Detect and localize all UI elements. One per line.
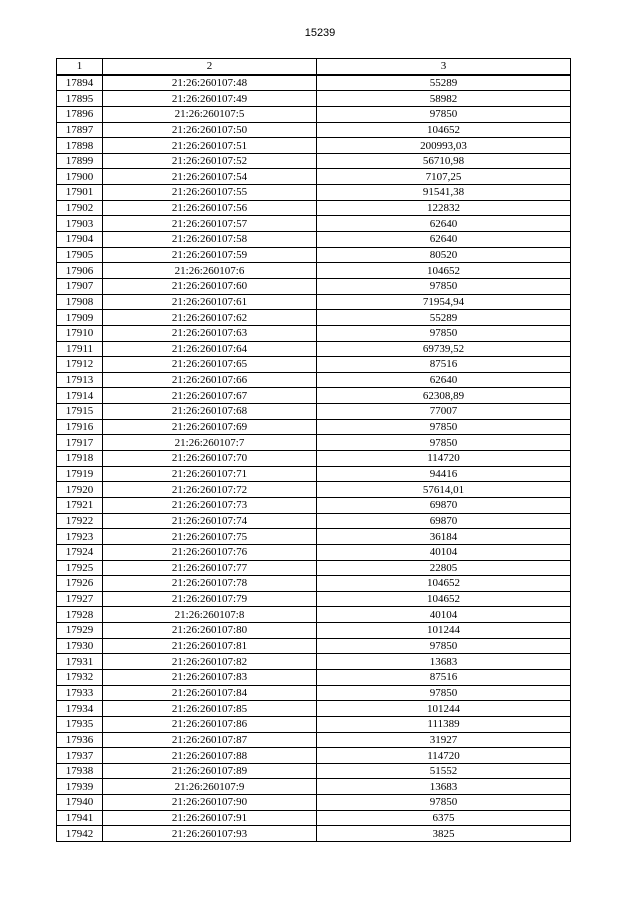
row-number-cell: 17933 [57,685,103,701]
cadastral-value-cell: 97850 [317,106,571,122]
row-number-cell: 17932 [57,669,103,685]
row-number-cell: 17899 [57,153,103,169]
cadastral-value-cell: 104652 [317,576,571,592]
cadastral-value-cell: 87516 [317,357,571,373]
cadastral-number-cell: 21:26:260107:81 [103,638,317,654]
cadastral-number-cell: 21:26:260107:48 [103,75,317,91]
row-number-cell: 17898 [57,138,103,154]
row-number-cell: 17923 [57,529,103,545]
table-row [57,75,571,91]
table-row [57,716,571,732]
cadastral-number-cell: 21:26:260107:84 [103,685,317,701]
row-number-cell: 17938 [57,763,103,779]
row-number-cell: 17897 [57,122,103,138]
cadastral-value-cell: 69870 [317,497,571,513]
cadastral-value-cell: 101244 [317,701,571,717]
cadastral-value-cell: 40104 [317,607,571,623]
cadastral-number-cell: 21:26:260107:83 [103,669,317,685]
row-number-cell: 17925 [57,560,103,576]
table-row [57,591,571,607]
table-row [57,451,571,467]
row-number-cell: 17929 [57,623,103,639]
cadastral-number-cell: 21:26:260107:55 [103,185,317,201]
cadastral-number-cell: 21:26:260107:49 [103,91,317,107]
table-row [57,138,571,154]
cadastral-value-cell: 13683 [317,779,571,795]
row-number-cell: 17928 [57,607,103,623]
cadastral-value-cell: 114720 [317,748,571,764]
cadastral-value-cell: 7107,25 [317,169,571,185]
cadastral-number-cell: 21:26:260107:59 [103,247,317,263]
table-header [57,59,571,75]
row-number-cell: 17937 [57,748,103,764]
cadastral-number-cell: 21:26:260107:76 [103,544,317,560]
row-number-cell: 17916 [57,419,103,435]
cadastral-number-cell: 21:26:260107:9 [103,779,317,795]
column-header-2: 2 [103,59,317,75]
row-number-cell: 17901 [57,185,103,201]
table-row [57,435,571,451]
table-row [57,763,571,779]
cadastral-value-cell: 51552 [317,763,571,779]
cadastral-value-cell: 80520 [317,247,571,263]
row-number-cell: 17939 [57,779,103,795]
cadastral-value-cell: 56710,98 [317,153,571,169]
row-number-cell: 17924 [57,544,103,560]
table-row [57,560,571,576]
table-row [57,122,571,138]
cadastral-number-cell: 21:26:260107:7 [103,435,317,451]
cadastral-number-cell: 21:26:260107:67 [103,388,317,404]
row-number-cell: 17900 [57,169,103,185]
table-row [57,232,571,248]
table-row [57,810,571,826]
table-row [57,106,571,122]
row-number-cell: 17926 [57,576,103,592]
row-number-cell: 17894 [57,75,103,91]
table-row [57,372,571,388]
table-row [57,91,571,107]
row-number-cell: 17927 [57,591,103,607]
cadastral-value-table [56,58,571,842]
cadastral-number-cell: 21:26:260107:77 [103,560,317,576]
table-row [57,607,571,623]
cadastral-value-cell: 77007 [317,404,571,420]
row-number-cell: 17917 [57,435,103,451]
cadastral-value-cell: 62640 [317,372,571,388]
cadastral-value-cell: 87516 [317,669,571,685]
cadastral-value-cell: 200993,03 [317,138,571,154]
cadastral-value-cell: 91541,38 [317,185,571,201]
cadastral-number-cell: 21:26:260107:71 [103,466,317,482]
table-row [57,404,571,420]
cadastral-value-cell: 31927 [317,732,571,748]
table-row [57,325,571,341]
table-row [57,216,571,232]
row-number-cell: 17920 [57,482,103,498]
cadastral-value-cell: 104652 [317,263,571,279]
cadastral-number-cell: 21:26:260107:72 [103,482,317,498]
table-row [57,685,571,701]
table-row [57,826,571,842]
cadastral-value-cell: 22805 [317,560,571,576]
cadastral-number-cell: 21:26:260107:88 [103,748,317,764]
table-row [57,748,571,764]
table-row [57,388,571,404]
cadastral-number-cell: 21:26:260107:54 [103,169,317,185]
column-header-3: 3 [317,59,571,75]
table-row [57,482,571,498]
table-body [57,75,571,842]
cadastral-value-cell: 97850 [317,795,571,811]
row-number-cell: 17922 [57,513,103,529]
cadastral-number-cell: 21:26:260107:91 [103,810,317,826]
cadastral-number-cell: 21:26:260107:52 [103,153,317,169]
cadastral-value-cell: 97850 [317,685,571,701]
row-number-cell: 17908 [57,294,103,310]
table-row [57,779,571,795]
cadastral-number-cell: 21:26:260107:93 [103,826,317,842]
table-row [57,200,571,216]
row-number-cell: 17921 [57,497,103,513]
cadastral-number-cell: 21:26:260107:80 [103,623,317,639]
cadastral-value-cell: 71954,94 [317,294,571,310]
table-row [57,341,571,357]
table-row [57,513,571,529]
cadastral-value-cell: 55289 [317,310,571,326]
row-number-cell: 17935 [57,716,103,732]
table-row [57,278,571,294]
cadastral-number-cell: 21:26:260107:51 [103,138,317,154]
cadastral-number-cell: 21:26:260107:85 [103,701,317,717]
row-number-cell: 17895 [57,91,103,107]
row-number-cell: 17931 [57,654,103,670]
cadastral-value-cell: 13683 [317,654,571,670]
cadastral-number-cell: 21:26:260107:70 [103,451,317,467]
row-number-cell: 17915 [57,404,103,420]
cadastral-number-cell: 21:26:260107:87 [103,732,317,748]
cadastral-value-cell: 62640 [317,232,571,248]
cadastral-number-cell: 21:26:260107:74 [103,513,317,529]
cadastral-number-cell: 21:26:260107:68 [103,404,317,420]
cadastral-number-cell: 21:26:260107:90 [103,795,317,811]
cadastral-value-cell: 97850 [317,435,571,451]
cadastral-number-cell: 21:26:260107:58 [103,232,317,248]
table-row [57,576,571,592]
cadastral-value-cell: 40104 [317,544,571,560]
table-row [57,294,571,310]
row-number-cell: 17918 [57,451,103,467]
cadastral-value-cell: 62308,89 [317,388,571,404]
cadastral-number-cell: 21:26:260107:62 [103,310,317,326]
cadastral-number-cell: 21:26:260107:6 [103,263,317,279]
row-number-cell: 17934 [57,701,103,717]
row-number-cell: 17914 [57,388,103,404]
cadastral-value-cell: 57614,01 [317,482,571,498]
table-row [57,310,571,326]
table-row [57,466,571,482]
table-row [57,654,571,670]
cadastral-value-cell: 97850 [317,638,571,654]
cadastral-value-cell: 104652 [317,591,571,607]
row-number-cell: 17936 [57,732,103,748]
table-row [57,623,571,639]
table-row [57,669,571,685]
page-number: 15239 [304,27,336,39]
table-row [57,529,571,545]
cadastral-value-cell: 94416 [317,466,571,482]
table-row [57,497,571,513]
row-number-cell: 17941 [57,810,103,826]
cadastral-number-cell: 21:26:260107:75 [103,529,317,545]
table-row [57,419,571,435]
row-number-cell: 17896 [57,106,103,122]
row-number-cell: 17930 [57,638,103,654]
row-number-cell: 17904 [57,232,103,248]
cadastral-number-cell: 21:26:260107:61 [103,294,317,310]
table-row [57,357,571,373]
cadastral-number-cell: 21:26:260107:60 [103,278,317,294]
cadastral-value-cell: 122832 [317,200,571,216]
cadastral-number-cell: 21:26:260107:73 [103,497,317,513]
row-number-cell: 17907 [57,278,103,294]
cadastral-number-cell: 21:26:260107:79 [103,591,317,607]
cadastral-value-cell: 6375 [317,810,571,826]
table-row [57,544,571,560]
cadastral-number-cell: 21:26:260107:89 [103,763,317,779]
cadastral-value-cell: 62640 [317,216,571,232]
column-header-1: 1 [57,59,103,75]
cadastral-number-cell: 21:26:260107:64 [103,341,317,357]
cadastral-number-cell: 21:26:260107:8 [103,607,317,623]
table-row [57,263,571,279]
row-number-cell: 17942 [57,826,103,842]
cadastral-number-cell: 21:26:260107:69 [103,419,317,435]
cadastral-number-cell: 21:26:260107:5 [103,106,317,122]
row-number-cell: 17905 [57,247,103,263]
row-number-cell: 17906 [57,263,103,279]
cadastral-value-cell: 111389 [317,716,571,732]
row-number-cell: 17903 [57,216,103,232]
header-row [57,59,571,75]
cadastral-value-cell: 97850 [317,419,571,435]
row-number-cell: 17919 [57,466,103,482]
row-number-cell: 17940 [57,795,103,811]
cadastral-value-cell: 69739,52 [317,341,571,357]
cadastral-value-cell: 55289 [317,75,571,91]
cadastral-value-cell: 101244 [317,623,571,639]
cadastral-value-cell: 58982 [317,91,571,107]
cadastral-value-cell: 69870 [317,513,571,529]
table-row [57,795,571,811]
row-number-cell: 17910 [57,325,103,341]
cadastral-number-cell: 21:26:260107:82 [103,654,317,670]
cadastral-value-cell: 97850 [317,325,571,341]
cadastral-value-cell: 104652 [317,122,571,138]
cadastral-number-cell: 21:26:260107:86 [103,716,317,732]
table-row [57,701,571,717]
row-number-cell: 17902 [57,200,103,216]
cadastral-value-cell: 3825 [317,826,571,842]
cadastral-value-cell: 97850 [317,278,571,294]
cadastral-number-cell: 21:26:260107:66 [103,372,317,388]
cadastral-number-cell: 21:26:260107:50 [103,122,317,138]
row-number-cell: 17912 [57,357,103,373]
table-row [57,169,571,185]
table-row [57,153,571,169]
table-row [57,638,571,654]
cadastral-number-cell: 21:26:260107:65 [103,357,317,373]
cadastral-value-cell: 36184 [317,529,571,545]
cadastral-value-cell: 114720 [317,451,571,467]
cadastral-number-cell: 21:26:260107:56 [103,200,317,216]
cadastral-number-cell: 21:26:260107:63 [103,325,317,341]
row-number-cell: 17909 [57,310,103,326]
cadastral-number-cell: 21:26:260107:57 [103,216,317,232]
table-row [57,185,571,201]
table-row [57,247,571,263]
row-number-cell: 17911 [57,341,103,357]
cadastral-number-cell: 21:26:260107:78 [103,576,317,592]
row-number-cell: 17913 [57,372,103,388]
table-row [57,732,571,748]
